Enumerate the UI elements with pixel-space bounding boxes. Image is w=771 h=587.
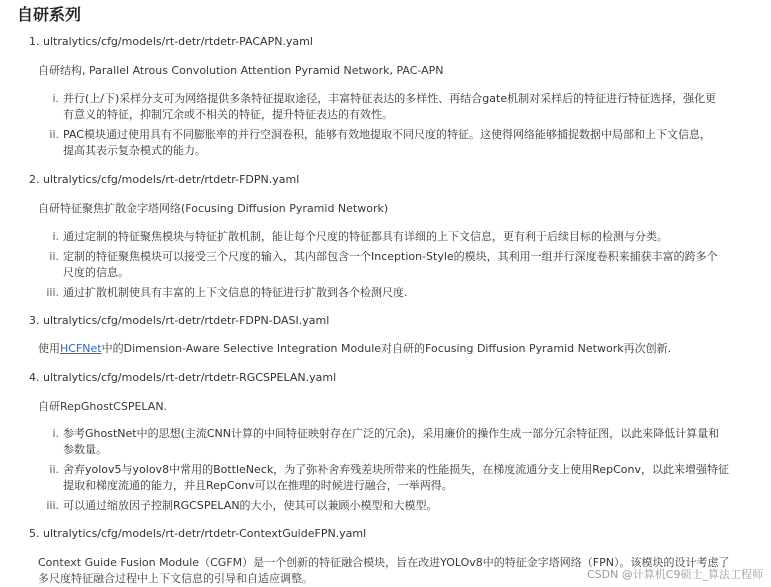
item-4-sub-2-line-2: 提取和梯度流通的能力，并且RepConv可以在推理的时候进行融合，一举两得。 (63, 479, 453, 492)
item-1-sub-2-line-2: 提高其表示复杂模式的能力。 (63, 144, 206, 157)
roman-numeral: i. (52, 230, 59, 243)
item-2-sub-3 (41, 285, 408, 300)
item-1-sub-1-line-2: 有意义的特征，抑制冗余或不相关的特征，提升特征表达的有效性。 (63, 108, 393, 121)
item-2-sub-1-line-1: 通过定制的特征聚焦模块与特征扩散机制，能让每个尺度的特征都具有详细的上下文信息，更有利于后续目标的检测与分类。 (63, 230, 668, 243)
roman-numeral: iii. (46, 499, 59, 512)
item-2-path: 2. ultralytics/cfg/models/rt-detr/rtdetr-FDPN.yaml (29, 173, 300, 186)
item-4-path: 4. ultralytics/cfg/models/rt-detr/rtdetr-RGCSPELAN.yaml (29, 371, 337, 384)
roman-numeral: i. (52, 427, 59, 440)
item-4-sub-3 (41, 498, 438, 513)
roman-numeral: ii. (49, 128, 59, 141)
roman-numeral: ii. (49, 250, 59, 263)
item-1-sub-1-line-1: 并行(上/下)采样分支可为网络提供多条特征提取途径，丰富特征表达的多样性、再结合gate机制对采样后的特征进行特征选择，强化更 (63, 92, 717, 105)
item-2-sub-3-line-1: 通过扩散机制使具有丰富的上下文信息的特征进行扩散到各个检测尺度. (63, 286, 408, 299)
item-1-sub-2-line-1: PAC模块通过使用具有不同膨胀率的并行空洞卷积，能够有效地提取不同尺度的特征。这使得网络能够捕捉数据中局部和上下文信息， (63, 128, 711, 141)
item-4-sub-1-line-2: 参数量。 (63, 443, 107, 456)
item-4-sub-1-line-1: 参考GhostNet中的思想(主流CNN计算的中间特征映射存在广泛的冗余)，采用廉价的操作生成一部分冗余特征图，以此来降低计算量和 (63, 427, 720, 440)
item-1-sub-1 (41, 91, 716, 106)
roman-numeral: iii. (46, 286, 59, 299)
item-2-desc: 自研特征聚焦扩散金字塔网络(Focusing Diffusion Pyramid Network) (38, 202, 389, 215)
item-5-desc-line-1: Context Guide Fusion Module（CGFM）是一个创新的特征融合模块，旨在改进YOLOv8中的特征金字塔网络（FPN）。该模块的设计考虑了 (38, 556, 730, 569)
csdn-watermark: CSDN @计算机C9硕士_算法工程师 (586, 568, 763, 581)
item-2-sub-2 (41, 249, 718, 264)
item-2-sub-2-line-2: 尺度的信息。 (63, 266, 129, 279)
item-4-desc: 自研RepGhostCSPELAN. (38, 400, 168, 413)
item-4-sub-1 (41, 426, 719, 441)
item-5-desc-line-2: 多尺度特征融合过程中上下文信息的引导和自适应调整。 (38, 572, 313, 585)
item-2-sub-2-line-1: 定制的特征聚焦模块可以接受三个尺度的输入，其内部包含一个Inception-Style的模块，其利用一组并行深度卷积来捕获丰富的跨多个 (63, 250, 718, 263)
item-4-sub-2-line-1: 舍弃yolov5与yolov8中常用的BottleNeck，为了弥补舍弃残差块所带来的性能损失，在梯度流通分支上使用RepConv，以此来增强特征 (63, 463, 729, 476)
item-1-desc: 自研结构, Parallel Atrous Convolution Attention Pyramid Network, PAC-APN (38, 64, 444, 77)
roman-numeral: ii. (49, 463, 59, 476)
item-3-desc-after: 中的Dimension-Aware Selective Integration Module对自研的Focusing Diffusion Pyramid Network再次创新. (101, 342, 672, 355)
item-3-desc (38, 341, 671, 356)
item-3-desc-before: 使用 (38, 342, 60, 355)
item-4-sub-2 (41, 462, 729, 477)
item-2-sub-1 (41, 229, 668, 244)
section-title: 自研系列 (17, 5, 82, 24)
item-1-path: 1. ultralytics/cfg/models/rt-detr/rtdetr-PACAPN.yaml (29, 35, 313, 48)
item-1-sub-2 (41, 127, 711, 142)
item-4-sub-3-line-1: 可以通过缩放因子控制RGCSPELAN的大小，使其可以兼顾小模型和大模型。 (63, 499, 438, 512)
item-3-path: 3. ultralytics/cfg/models/rt-detr/rtdetr-FDPN-DASI.yaml (29, 314, 330, 327)
item-5-path: 5. ultralytics/cfg/models/rt-detr/rtdetr-ContextGuideFPN.yaml (29, 527, 367, 540)
roman-numeral: i. (52, 92, 59, 105)
hcfnet-link[interactable]: HCFNet (60, 342, 102, 355)
